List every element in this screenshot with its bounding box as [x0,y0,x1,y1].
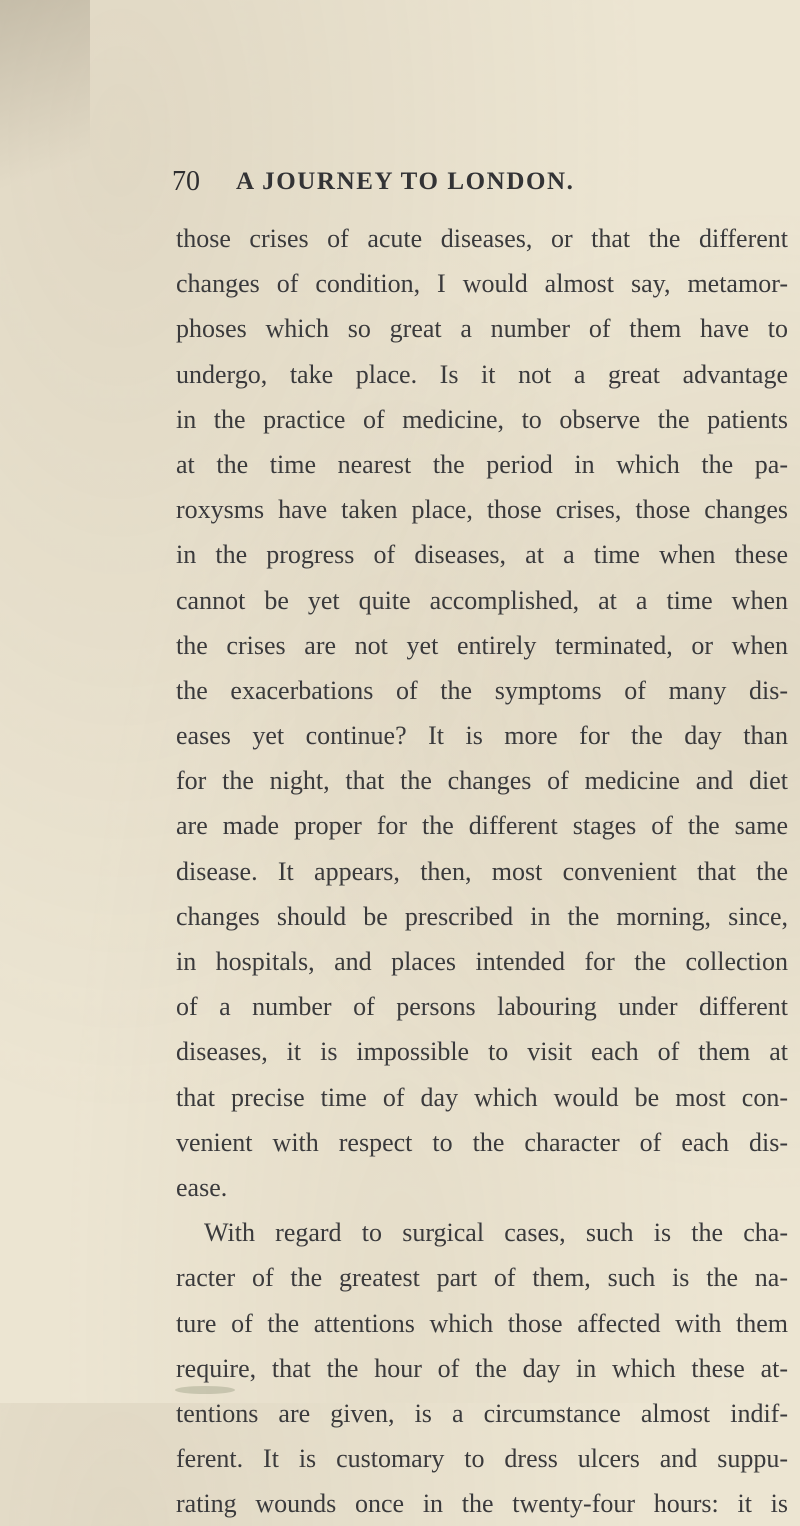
text-line: roxysms have taken place, those crises, those changes [176,495,788,525]
text-line: ture of the attentions which those affected with them [176,1308,788,1338]
text-line: undergo, take place. Is it not a great advantage [176,359,788,389]
page-number: 70 [172,166,200,197]
text-line: phoses which so great a number of them have to [176,314,788,344]
text-line: rating wounds once in the twenty-four hours: it is [176,1489,788,1519]
paragraph-start-line: With regard to surgical cases, such is the cha- [204,1218,788,1248]
ink-smudge [175,1386,235,1394]
text-line: cannot be yet quite accomplished, at a time when [176,585,788,615]
text-line: the exacerbations of the symptoms of many dis- [176,675,788,705]
text-line: diseases, it is impossible to visit each of them at [176,1037,788,1067]
text-line: are made proper for the different stages of the same [176,811,788,841]
text-line: changes of condition, I would almost say, metamor- [176,269,788,299]
text-line: changes should be prescribed in the morning, since, [176,901,788,931]
text-line: at the time nearest the period in which the pa- [176,449,788,479]
text-line: in the practice of medicine, to observe the patients [176,404,788,434]
body-text [176,216,788,1526]
running-title: A JOURNEY TO LONDON. [236,168,575,195]
text-line: of a number of persons labouring under different [176,992,788,1022]
text-line: for the night, that the changes of medicine and diet [176,766,788,796]
text-line: those crises of acute diseases, or that the different [176,224,788,253]
text-line: disease. It appears, then, most convenient that the [176,856,788,886]
text-line: tentions are given, is a circumstance almost indif- [176,1398,788,1428]
text-line: that precise time of day which would be most con- [176,1082,788,1112]
text-line: the crises are not yet entirely terminated, or when [176,630,788,660]
page-header [0,166,800,206]
text-line: in the progress of diseases, at a time when these [176,540,788,570]
text-line: in hospitals, and places intended for the collection [176,947,788,976]
paragraph-end-line: ease. [176,1172,228,1202]
text-line: eases yet continue? It is more for the day than [176,721,788,751]
text-line: ferent. It is customary to dress ulcers and suppu- [176,1444,788,1474]
text-line: racter of the greatest part of them, such is the na- [176,1263,788,1293]
text-line: require, that the hour of the day in which these at- [176,1353,788,1383]
text-line: venient with respect to the character of each dis- [176,1127,788,1157]
